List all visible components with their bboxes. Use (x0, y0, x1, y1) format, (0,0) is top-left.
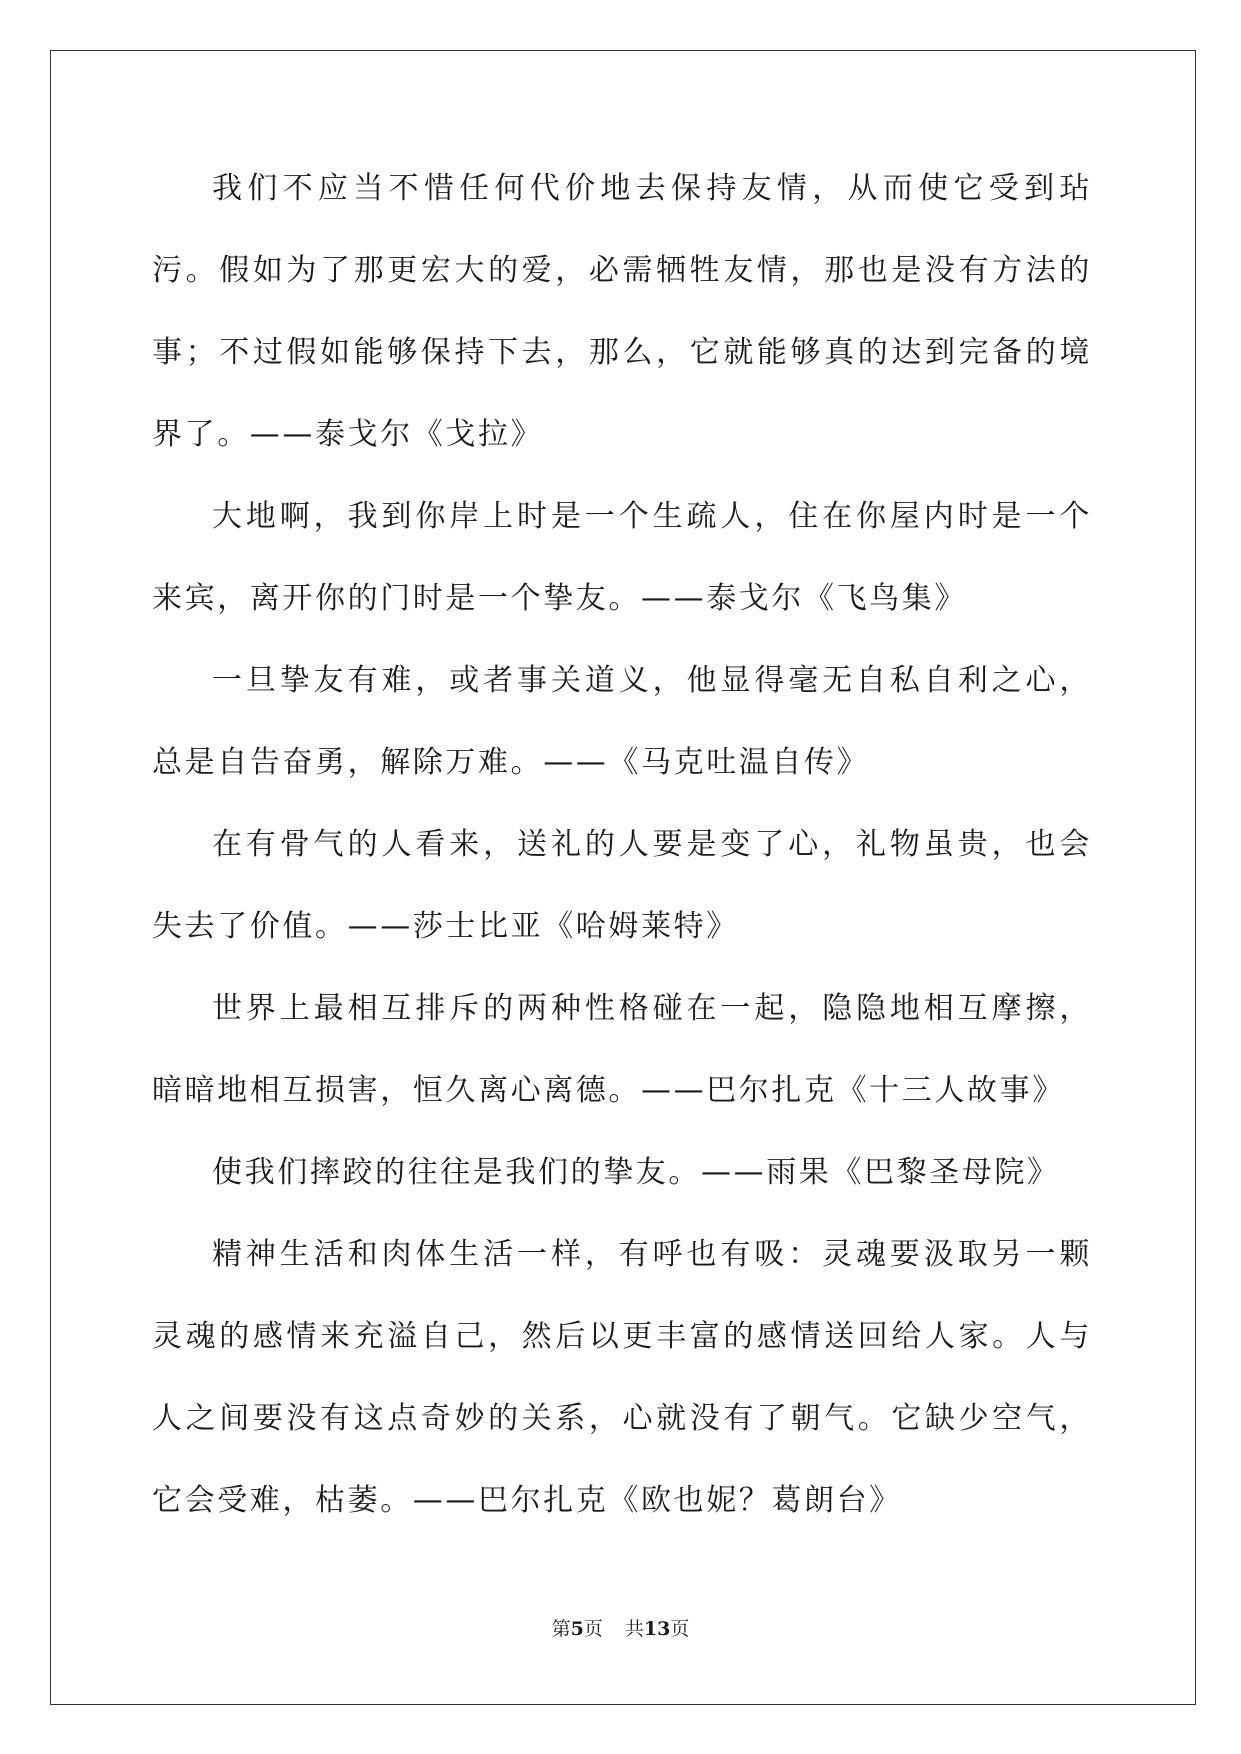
quote-paragraph: 精神生活和肉体生活一样，有呼也有吸：灵魂要汲取另一颗灵魂的感情来充溢自己，然后以更丰富的感情送回给人家。人与人之间要没有这点奇妙的关系，心就没有了朝气。它缺少空气，它会受难，枯萎。——巴尔扎克《欧也妮？葛朗台》 (152, 1237, 1092, 1518)
page-prefix: 第 (551, 1618, 571, 1640)
document-body (152, 148, 1092, 1542)
quote-paragraph: 大地啊，我到你岸上时是一个生疏人，住在你屋内时是一个来宾，离开你的门时是一个挚友。——泰戈尔《飞鸟集》 (152, 499, 1092, 616)
quote-paragraph: 我们不应当不惜任何代价地去保持友情，从而使它受到玷污。假如为了那更宏大的爱，必需牺牲友情，那也是没有方法的事；不过假如能够保持下去，那么，它就能够真的达到完备的境界了。——泰戈尔《戈拉》 (152, 171, 1092, 452)
total-prefix: 共 (624, 1618, 644, 1640)
quote-paragraph: 一旦挚友有难，或者事关道义，他显得毫无自私自利之心，总是自告奋勇，解除万难。——《马克吐温自传》 (152, 663, 1092, 780)
page-suffix: 页 (583, 1618, 603, 1640)
quote-paragraph: 世界上最相互排斥的两种性格碰在一起，隐隐地相互摩擦，暗暗地相互损害，恒久离心离德。——巴尔扎克《十三人故事》 (152, 991, 1092, 1108)
total-suffix: 页 (670, 1618, 690, 1640)
page-footer (0, 1614, 1241, 1644)
page-number: 5 (570, 1618, 584, 1640)
quote-paragraph: 使我们摔跤的往往是我们的挚友。——雨果《巴黎圣母院》 (212, 1155, 1060, 1190)
quote-paragraph: 在有骨气的人看来，送礼的人要是变了心，礼物虽贵，也会失去了价值。——莎士比亚《哈姆莱特》 (152, 827, 1092, 944)
total-pages: 13 (643, 1618, 671, 1640)
